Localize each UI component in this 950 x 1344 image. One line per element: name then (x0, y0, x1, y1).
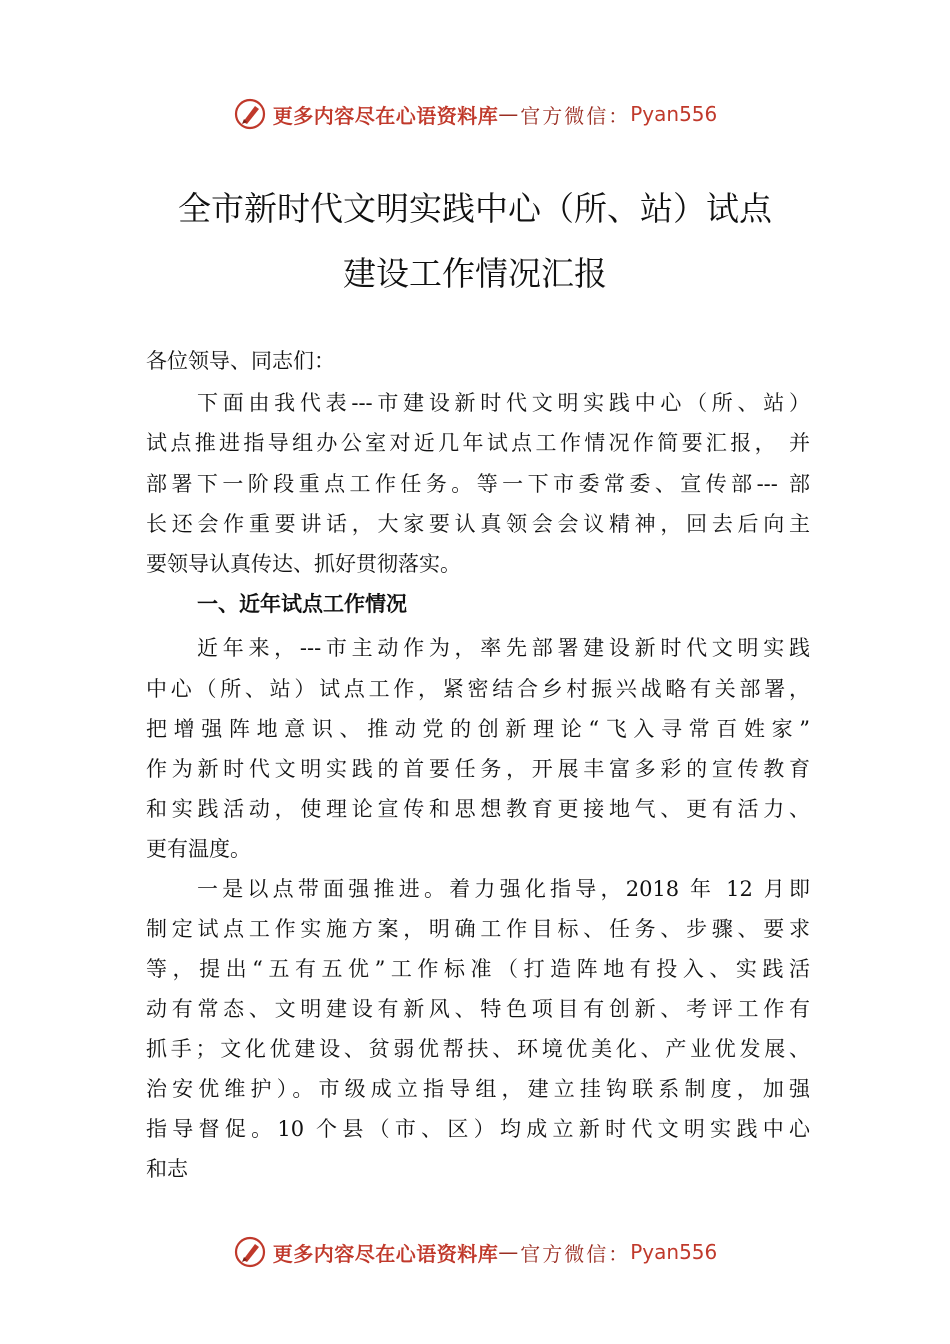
banner-sub-text: 官方微信： (520, 1241, 631, 1266)
banner-sub-text: 官方微信： (520, 103, 631, 128)
banner-dash: — (498, 1240, 521, 1264)
footer-watermark-banner (0, 1232, 950, 1272)
header-watermark-banner (0, 94, 950, 134)
body-line: 近年来，---市主动作为，率先部署建设新时代文明实践 (197, 636, 810, 660)
pen-nib-circle-logo-icon (233, 1235, 267, 1269)
body-line: 指导督促。10 个县（市、区）均成立新时代文明实践中心 (146, 1117, 810, 1141)
body-line: 治安优维护）。市级成立指导组，建立挂钩联系制度，加强 (146, 1077, 810, 1101)
body-line: 更有温度。 (146, 837, 251, 861)
body-line: 长还会作重要讲话，大家要认真领会会议精神，回去后向主 (146, 512, 810, 536)
body-line: 要领导认真传达、抓好贯彻落实。 (146, 552, 461, 576)
banner-wechat-id: Pyan556 (630, 102, 718, 126)
body-line: 和志 (146, 1157, 188, 1181)
body-line: 作为新时代文明实践的首要任务，开展丰富多彩的宣传教育 (146, 757, 810, 781)
body-line: 试点推进指导组办公室对近几年试点工作情况作简要汇报， 并 (146, 431, 810, 455)
body-line: 部署下一阶段重点工作任务。等一下市委常委、宣传部--- 部 (146, 472, 810, 496)
body-line: 制定试点工作实施方案，明确工作目标、任务、步骤、要求 (146, 917, 810, 941)
pen-nib-circle-logo-icon (233, 97, 267, 131)
salutation: 各位领导、同志们： (146, 349, 335, 373)
body-line: 和实践活动，使理论宣传和思想教育更接地气、更有活力、 (146, 797, 810, 821)
body-line: 动有常态、文明建设有新风、特色项目有创新、考评工作有 (146, 997, 810, 1021)
body-line: 抓手；文化优建设、贫弱优帮扶、环境优美化、产业优发展、 (146, 1037, 810, 1061)
body-line: 把增强阵地意识、推动党的创新理论“飞入寻常百姓家” (146, 717, 810, 741)
document-title-line-2: 建设工作情况汇报 (343, 254, 607, 293)
banner-wechat-id: Pyan556 (630, 1240, 718, 1264)
body-line: 等，提出“五有五优”工作标准（打造阵地有投入、实践活 (146, 957, 810, 981)
body-line: 下面由我代表---市建设新时代文明实践中心（所、站） (197, 391, 810, 415)
body-line: 一是以点带面强推进。着力强化指导，2018 年 12 月即 (197, 877, 810, 901)
banner-main-text: 更多内容尽在心语资料库 (272, 103, 499, 128)
banner-main-text: 更多内容尽在心语资料库 (272, 1241, 499, 1266)
banner-dash: — (498, 102, 521, 126)
section-heading: 一、近年试点工作情况 (197, 592, 407, 616)
document-title-line-1: 全市新时代文明实践中心（所、站）试点 (178, 189, 772, 228)
body-line: 中心（所、站）试点工作，紧密结合乡村振兴战略有关部署， (146, 677, 810, 701)
